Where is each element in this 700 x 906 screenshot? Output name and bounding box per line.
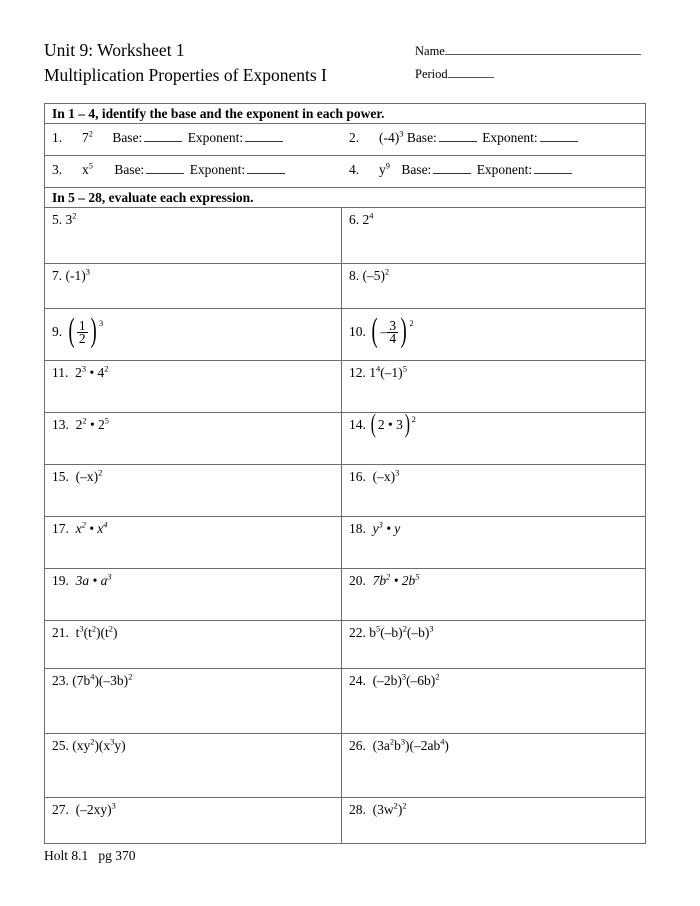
problem-24[interactable] <box>342 669 645 733</box>
table-row <box>45 621 645 669</box>
minus-sign: – <box>380 324 388 339</box>
fraction-one-half <box>77 317 88 346</box>
expr-base: y <box>379 162 386 177</box>
problem-7[interactable] <box>45 264 342 308</box>
problem-number: 16. <box>349 469 366 484</box>
section-2-instruction: In 5 – 28, evaluate each expression. <box>45 188 645 208</box>
page-header <box>44 38 658 94</box>
name-label: Name <box>415 44 445 58</box>
problem-expression <box>369 312 414 349</box>
period-row <box>415 66 660 82</box>
problem-number: 6. <box>349 212 360 227</box>
base-answer-blank[interactable] <box>439 130 477 142</box>
exponent-label: Exponent: <box>187 130 244 145</box>
fraction-denominator: 2 <box>78 330 86 346</box>
problem-17[interactable] <box>45 517 342 568</box>
problem-expression: $(xy^2)(x^3y)$ <box>72 737 126 753</box>
expr-exponent: 3 <box>98 318 104 328</box>
problem-expression <box>379 162 390 178</box>
problem-15[interactable] <box>45 465 342 516</box>
problem-number: 1. <box>52 130 63 145</box>
problem-expression: $(-2b)^3(-6b)^2$ <box>369 672 440 688</box>
problem-9[interactable] <box>45 309 342 360</box>
exponent-answer-blank[interactable] <box>540 130 578 142</box>
problem-21[interactable] <box>45 621 342 668</box>
name-input-line[interactable] <box>445 43 641 55</box>
problem-14[interactable] <box>342 413 645 464</box>
exponent-answer-blank[interactable] <box>245 130 283 142</box>
problem-number: 18. <box>349 521 366 536</box>
problem-number: 13. <box>52 417 69 432</box>
problem-27[interactable] <box>45 798 342 843</box>
problem-number: 24. <box>349 673 366 688</box>
problem-expression <box>379 130 403 146</box>
problem-2 <box>342 124 645 155</box>
expr-exponent: 9 <box>385 161 390 171</box>
close-paren: ) <box>400 312 407 349</box>
fraction-denominator: 4 <box>389 330 397 346</box>
expr-base: (-4) <box>379 130 400 145</box>
problem-expression: $2^3$ • $4^2$ <box>71 364 109 380</box>
problem-expression: $2^2$ • $2^5$ <box>72 416 109 432</box>
problem-number: 10. <box>349 324 366 340</box>
problem-18[interactable] <box>342 517 645 568</box>
fraction-three-fourths <box>387 317 398 346</box>
problem-22[interactable] <box>342 621 645 668</box>
open-paren: ( <box>371 312 379 349</box>
problem-3 <box>45 156 342 187</box>
problem-16[interactable] <box>342 465 645 516</box>
table-row <box>45 734 645 798</box>
problem-number: 3. <box>52 162 63 177</box>
expr-base: x <box>82 162 89 177</box>
exponent-answer-blank[interactable] <box>534 162 572 174</box>
exponent-answer-blank[interactable] <box>247 162 285 174</box>
table-row <box>45 309 645 361</box>
problem-number: 28. <box>349 802 366 817</box>
expr-exponent: 5 <box>88 161 93 171</box>
problem-number: 5. <box>52 212 63 227</box>
open-paren: ( <box>370 413 377 438</box>
table-row <box>45 465 645 517</box>
close-paren: ) <box>404 413 410 438</box>
problem-expression: $(3a^2b^3)(-2ab^4)$ <box>369 737 449 753</box>
problem-expression: $2^4$ <box>362 211 374 227</box>
problem-number: 11. <box>52 365 69 380</box>
table-row <box>45 208 645 264</box>
problem-expression: $(-x)^3$ <box>369 468 400 484</box>
problem-expression: $b^5(-b)^2(-b)^3$ <box>369 624 434 640</box>
problem-8[interactable] <box>342 264 645 308</box>
problem-19[interactable] <box>45 569 342 620</box>
problem-20[interactable] <box>342 569 645 620</box>
problem-number: 20. <box>349 573 366 588</box>
worksheet-table <box>44 103 646 844</box>
problem-expression: $1^4(-1)^5$ <box>369 364 407 380</box>
section-1-instruction: In 1 – 4, identify the base and the exponent in each power. <box>45 104 645 124</box>
page-title-line-2: Multiplication Properties of Exponents I <box>44 65 327 85</box>
base-label: Base: <box>112 130 143 145</box>
expr-exponent: 3 <box>399 129 404 139</box>
problem-expression <box>82 130 93 146</box>
table-row <box>45 361 645 413</box>
problem-5[interactable] <box>45 208 342 263</box>
base-label: Base: <box>401 162 432 177</box>
open-paren: ( <box>68 312 75 349</box>
base-label: Base: <box>114 162 145 177</box>
problem-expression: $y^3$ • y <box>369 520 401 536</box>
problem-number: 19. <box>52 573 69 588</box>
table-row <box>45 124 645 156</box>
base-answer-blank[interactable] <box>144 130 182 142</box>
problem-expression: $(-x)^2$ <box>72 468 103 484</box>
fraction-numerator: 3 <box>389 317 397 333</box>
problem-28[interactable] <box>342 798 645 843</box>
problem-expression <box>66 312 104 349</box>
problem-number: 8. <box>349 268 360 283</box>
problem-4 <box>342 156 645 187</box>
expr-exponent: 2 <box>411 414 416 424</box>
name-row <box>415 43 660 59</box>
period-label: Period <box>415 67 448 81</box>
problem-expression: $(-1)^3$ <box>65 267 90 283</box>
problem-expression: $(3w^2)^2$ <box>369 801 407 817</box>
title-block <box>44 38 414 88</box>
base-label: Base: <box>406 130 437 145</box>
problem-expression: $(-2xy)^3$ <box>72 801 116 817</box>
exponent-label: Exponent: <box>476 162 533 177</box>
expr-exponent: 2 <box>409 318 414 328</box>
page-title-line-1: Unit 9: Worksheet 1 <box>44 40 185 60</box>
period-input-line[interactable] <box>448 66 494 78</box>
table-row <box>45 798 645 844</box>
table-row <box>45 669 645 734</box>
table-row <box>45 413 645 465</box>
problem-expression: $x^2$ • $x^4$ <box>72 520 108 536</box>
table-row <box>45 156 645 188</box>
fraction-numerator: 1 <box>78 317 86 333</box>
exponent-label: Exponent: <box>189 162 246 177</box>
problem-expression: $(7b^4)(-3b)^2$ <box>72 672 133 688</box>
source-footer: Holt 8.1 pg 370 <box>44 848 136 863</box>
problem-expression <box>82 162 93 178</box>
problem-number: 7. <box>52 268 63 283</box>
problem-number: 21. <box>52 625 69 640</box>
problem-12[interactable] <box>342 361 645 412</box>
problem-number: 12. <box>349 365 366 380</box>
problem-number: 26. <box>349 738 366 753</box>
problem-number: 23. <box>52 673 69 688</box>
table-row <box>45 264 645 309</box>
problem-expression: 3a • $a^3$ <box>72 572 112 588</box>
problem-number: 2. <box>349 130 360 145</box>
problem-25[interactable] <box>45 734 342 797</box>
problem-23[interactable] <box>45 669 342 733</box>
problem-13[interactable] <box>45 413 342 464</box>
problem-number: 17. <box>52 521 69 536</box>
base-answer-blank[interactable] <box>433 162 471 174</box>
exponent-label: Exponent: <box>482 130 538 145</box>
problem-expression: $(-5)^2$ <box>362 267 390 283</box>
problem-expression: $t^3(t^2)(t^2)$ <box>72 624 118 640</box>
expr-base: 7 <box>82 130 89 145</box>
problem-number: 4. <box>349 162 360 177</box>
problem-number: 27. <box>52 802 69 817</box>
base-answer-blank[interactable] <box>146 162 184 174</box>
problem-11[interactable] <box>45 361 342 412</box>
student-info-block <box>415 43 660 82</box>
problem-1 <box>45 124 342 155</box>
problem-10[interactable] <box>342 309 645 360</box>
close-paren: ) <box>90 312 97 349</box>
problem-number: 22. <box>349 625 366 640</box>
expr-exponent: 2 <box>88 129 93 139</box>
problem-number: 9. <box>52 324 63 340</box>
problem-6[interactable] <box>342 208 645 263</box>
problem-number: 15. <box>52 469 69 484</box>
problem-number: 14. <box>349 417 366 433</box>
table-row <box>45 517 645 569</box>
problem-expression: $3^2$ <box>65 211 77 227</box>
table-row <box>45 569 645 621</box>
problem-26[interactable] <box>342 734 645 797</box>
problem-number: 25. <box>52 738 69 753</box>
problem-expression: ( 2 • 3 ) 2 <box>370 413 416 438</box>
problem-expression: $7b^2$ • $2b^5$ <box>369 572 420 588</box>
